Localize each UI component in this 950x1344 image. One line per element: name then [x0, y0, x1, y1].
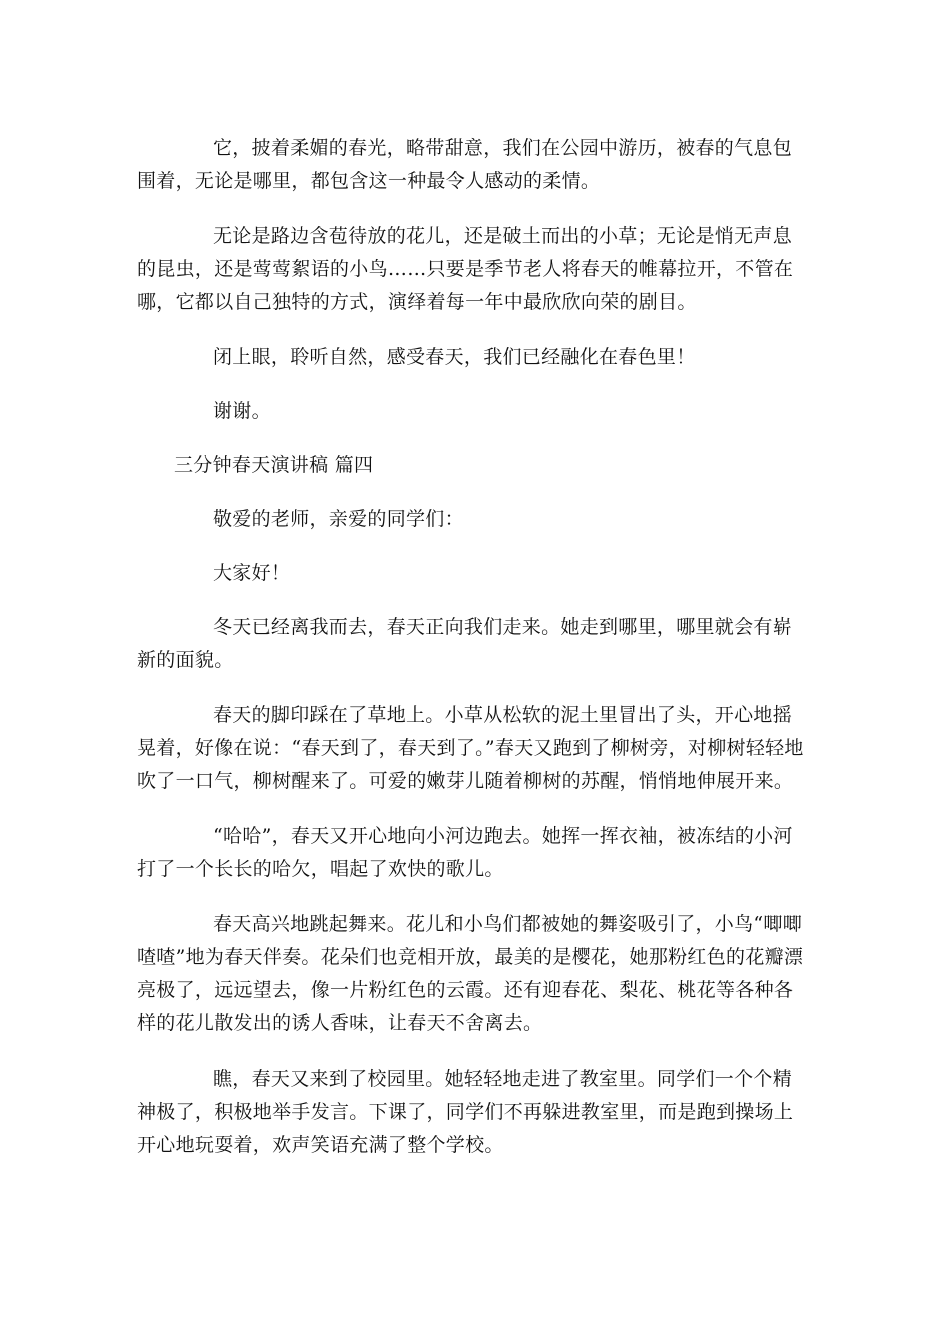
paragraph-thanks: 谢谢。 — [213, 400, 271, 422]
paragraph-hello: 大家好！ — [213, 562, 291, 584]
paragraph-flowers-birds: 春天高兴地跳起舞来。花儿和小鸟们都被她的舞姿吸引了，小鸟“唧唧喳喳”地为春天伴奏。花朵们也竞相开放，最美的是樱花，她那粉红色的花瓣漂亮极了，远远望去，像一片粉红色的云霞。还有迎春花、梨花、桃花等各种各样的花儿散发出的诱人香味，让春天不舍离去。 — [137, 913, 804, 1034]
paragraph-river: “哈哈”，春天又开心地向小河边跑去。她挥一挥衣袖，被冻结的小河打了一个长长的哈欠，唱起了欢快的歌儿。 — [137, 825, 793, 880]
paragraph-greeting: 敬爱的老师，亲爱的同学们： — [213, 508, 464, 530]
paragraph-grass-willow: 春天的脚印踩在了草地上。小草从松软的泥土里冒出了头，开心地摇晃着，好像在说：“春天到了，春天到了。”春天又跑到了柳树旁，对柳树轻轻地吹了一口气，柳树醒来了。可爱的嫩芽儿随着柳树的苏醒，悄悄地伸展开来。 — [137, 704, 804, 792]
paragraph-flowers-insects: 无论是路边含苞待放的花儿，还是破土而出的小草；无论是悄无声息的昆虫，还是莺莺絮语的小鸟……只要是季节老人将春天的帷幕拉开，不管在哪，它都以自己独特的方式，演绎着每一年中最欣欣向荣的剧目。 — [137, 225, 794, 313]
paragraph-close-eyes: 闭上眼，聆听自然，感受春天，我们已经融化在春色里！ — [213, 346, 696, 368]
paragraph-school: 瞧，春天又来到了校园里。她轻轻地走进了教室里。同学们一个个精神极了，积极地举手发言。下课了，同学们不再躲进教室里，而是跑到操场上开心地玩耍着，欢声笑语充满了整个学校。 — [137, 1068, 794, 1156]
section-heading: 三分钟春天演讲稿 篇四 — [174, 454, 374, 476]
paragraph-winter-gone: 冬天已经离我而去，春天正向我们走来。她走到哪里，哪里就会有崭新的面貌。 — [137, 616, 793, 671]
paragraph-spring-park: 它，披着柔媚的春光，略带甜意，我们在公园中游历，被春的气息包围着，无论是哪里，都包含这一种最令人感动的柔情。 — [137, 137, 793, 192]
